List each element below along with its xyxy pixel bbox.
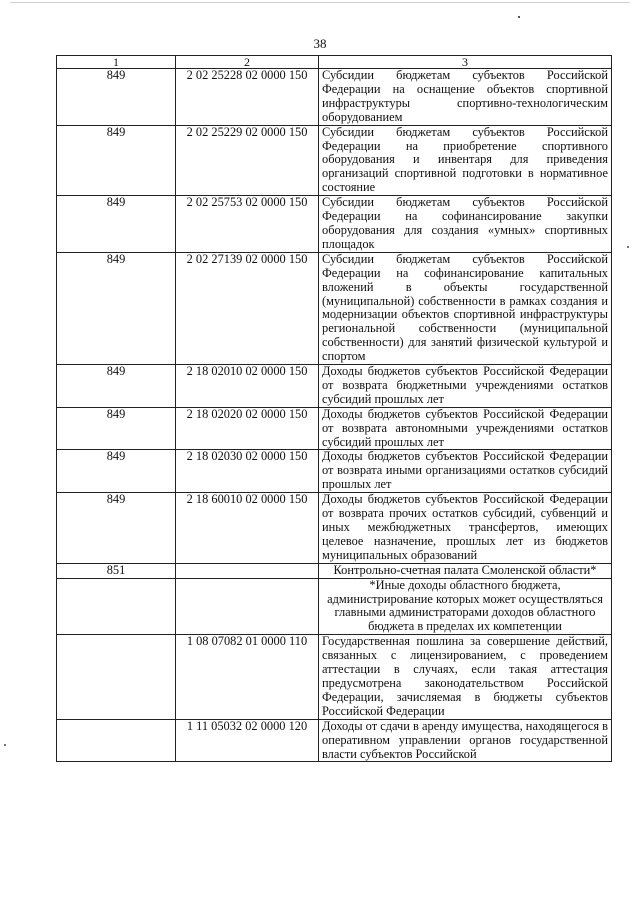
revenue-name-cell: Субсидии бюджетам субъектов Российской Федерации на оснащение объектов спортивной инфраструктуры спортивно-технологическим оборудованием — [319, 69, 612, 126]
revenue-name-cell: Доходы бюджетов субъектов Российской Федерации от возврата автономными учреждениями остатков субсидий прошлых лет — [319, 407, 612, 450]
revenue-name-cell: Доходы бюджетов субъектов Российской Федерации от возврата бюджетными учреждениями остатков субсидий прошлых лет — [319, 365, 612, 408]
table-row — [57, 252, 612, 364]
admin-code-cell: 849 — [57, 125, 176, 196]
revenue-code-cell — [176, 563, 319, 578]
revenue-code-cell: 2 18 60010 02 0000 150 — [176, 493, 319, 564]
table-row — [57, 450, 612, 493]
revenue-code-cell: 2 02 25228 02 0000 150 — [176, 69, 319, 126]
revenue-codes-table — [56, 55, 612, 762]
admin-code-cell: 849 — [57, 407, 176, 450]
page-number: 38 — [313, 36, 327, 51]
scan-speck — [627, 246, 629, 248]
admin-code-cell: 851 — [57, 563, 176, 578]
revenue-code-cell: 2 02 25753 02 0000 150 — [176, 196, 319, 253]
revenue-code-cell: 1 08 07082 01 0000 110 — [176, 635, 319, 719]
header-cell: 3 — [319, 56, 612, 69]
admin-code-cell: 849 — [57, 365, 176, 408]
revenue-code-cell — [176, 578, 319, 635]
table-row — [57, 365, 612, 408]
revenue-name-cell: Доходы бюджетов субъектов Российской Федерации от возврата иными организациями остатков субсидий прошлых лет — [319, 450, 612, 493]
revenue-code-cell: 2 18 02010 02 0000 150 — [176, 365, 319, 408]
scan-speck — [4, 744, 6, 746]
table-header-row — [57, 56, 612, 69]
revenue-name-cell: Государственная пошлина за совершение действий, связанных с лицензированием, с проведением аттестации в случаях, если такая аттестация предусмотрена законодательством Российской Федерации, зачисляемая в бюджеты субъектов Российской Федерации — [319, 635, 612, 719]
revenue-code-cell: 2 02 25229 02 0000 150 — [176, 125, 319, 196]
top-edge-line — [10, 2, 630, 3]
admin-code-cell — [57, 578, 176, 635]
admin-code-cell — [57, 719, 176, 762]
table-row — [57, 719, 612, 762]
admin-code-cell: 849 — [57, 450, 176, 493]
revenue-name-cell: Доходы от сдачи в аренду имущества, находящегося в оперативном управлении органов государственной власти субъектов Российской — [319, 719, 612, 762]
revenue-code-cell: 2 02 27139 02 0000 150 — [176, 252, 319, 364]
table-row — [57, 196, 612, 253]
revenue-code-cell: 2 18 02020 02 0000 150 — [176, 407, 319, 450]
header-cell: 2 — [176, 56, 319, 69]
revenue-name-cell: Субсидии бюджетам субъектов Российской Федерации на софинансирование закупки оборудования для создания «умных» спортивных площадок — [319, 196, 612, 253]
table-row — [57, 69, 612, 126]
table-row — [57, 635, 612, 719]
admin-code-cell: 849 — [57, 69, 176, 126]
revenue-name-cell: Субсидии бюджетам субъектов Российской Федерации на софинансирование капитальных вложений в объекты государственной (муниципальной) собственности в рамках создания и модернизации объектов спортивной инфраструктуры региональной собственности (муниципальной собственности) для занятий физической культурой и спортом — [319, 252, 612, 364]
admin-code-cell — [57, 635, 176, 719]
revenue-name-cell: *Иные доходы областного бюджета, администрирование которых может осуществляться главными администраторами доходов областного бюджета в пределах их компетенции — [319, 578, 612, 635]
revenue-code-cell: 2 18 02030 02 0000 150 — [176, 450, 319, 493]
table-row — [57, 407, 612, 450]
table-row — [57, 578, 612, 635]
admin-code-cell: 849 — [57, 493, 176, 564]
revenue-name-cell: Доходы бюджетов субъектов Российской Федерации от возврата прочих остатков субсидий, субвенций и иных межбюджетных трансфертов, имеющих целевое назначение, прошлых лет из бюджетов муниципальных образований — [319, 493, 612, 564]
revenue-name-cell: Субсидии бюджетам субъектов Российской Федерации на приобретение спортивного оборудования и инвентаря для приведения организаций спортивной подготовки в нормативное состояние — [319, 125, 612, 196]
table-row — [57, 125, 612, 196]
revenue-code-cell: 1 11 05032 02 0000 120 — [176, 719, 319, 762]
header-cell: 1 — [57, 56, 176, 69]
revenue-name-cell: Контрольно-счетная палата Смоленской области* — [319, 563, 612, 578]
admin-code-cell: 849 — [57, 252, 176, 364]
admin-code-cell: 849 — [57, 196, 176, 253]
scan-speck — [518, 16, 520, 18]
table-row — [57, 563, 612, 578]
table-row — [57, 493, 612, 564]
